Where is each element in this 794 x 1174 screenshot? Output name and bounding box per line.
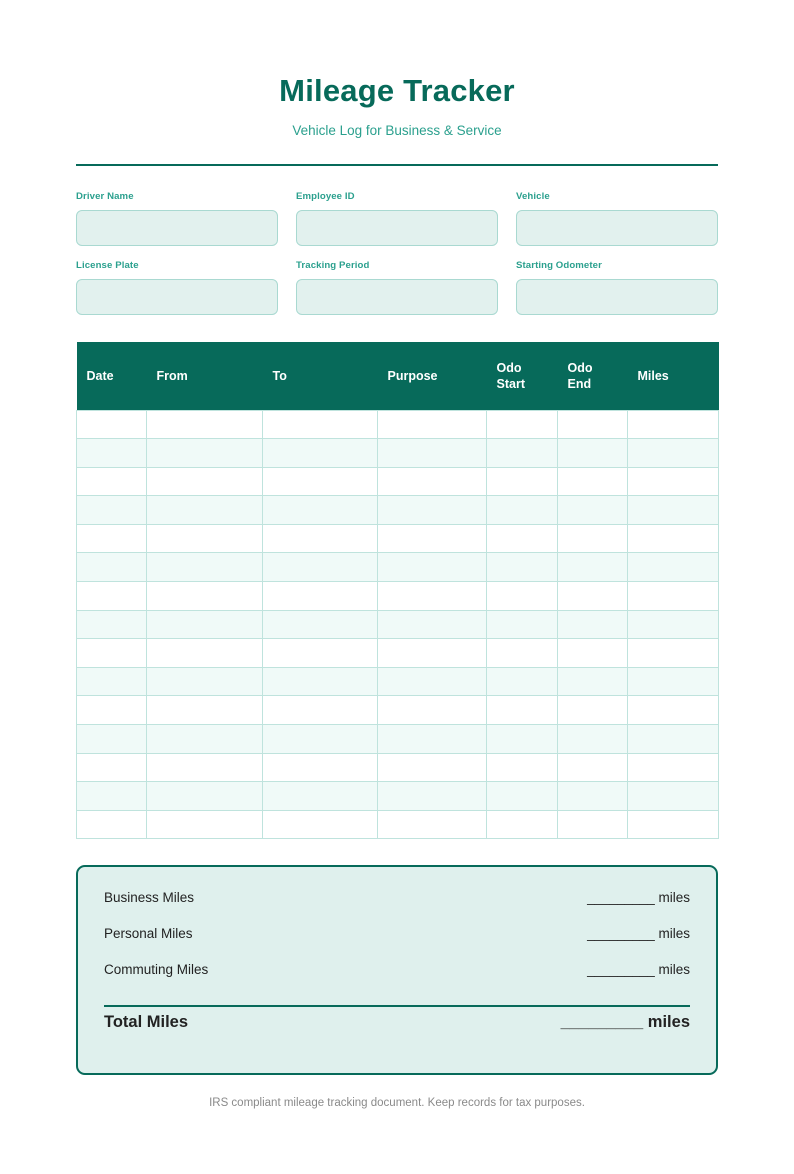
summary-row-commuting-miles: [104, 961, 690, 997]
field-license-plate: [76, 260, 278, 315]
table-cell[interactable]: [77, 610, 147, 639]
field-tracking-period: [296, 260, 498, 315]
table-cell[interactable]: [77, 753, 147, 782]
table-row: [77, 467, 719, 496]
table-cell[interactable]: [487, 782, 558, 811]
field-driver-name: [76, 191, 278, 246]
field-label-employee-id: Employee ID: [296, 191, 355, 202]
starting-odometer-input[interactable]: [516, 279, 718, 315]
table-cell[interactable]: [487, 410, 558, 439]
table-cell[interactable]: [558, 725, 628, 754]
table-cell[interactable]: [77, 467, 147, 496]
column-header-from: From: [147, 342, 263, 410]
table-row: [77, 524, 719, 553]
field-label-starting-odometer: Starting Odometer: [516, 260, 602, 271]
table-cell[interactable]: [378, 410, 487, 439]
table-cell[interactable]: [147, 810, 263, 839]
table-cell[interactable]: [628, 524, 719, 553]
table-cell[interactable]: [378, 782, 487, 811]
table-cell[interactable]: [628, 810, 719, 839]
table-cell[interactable]: [77, 553, 147, 582]
summary-value-total-miles[interactable]: _________ miles: [560, 1013, 690, 1032]
table-cell[interactable]: [378, 467, 487, 496]
table-cell[interactable]: [628, 725, 719, 754]
footer-note: IRS compliant mileage tracking document. Keep records for tax purposes.: [209, 1097, 585, 1110]
table-cell[interactable]: [147, 467, 263, 496]
mileage-log-table: [76, 342, 719, 839]
summary-row-personal-miles: [104, 925, 690, 961]
table-cell[interactable]: [558, 524, 628, 553]
table-cell[interactable]: [77, 639, 147, 668]
field-label-tracking-period: Tracking Period: [296, 260, 370, 271]
table-cell[interactable]: [77, 410, 147, 439]
table-cell[interactable]: [558, 639, 628, 668]
table-cell[interactable]: [558, 782, 628, 811]
table-row: [77, 410, 719, 439]
field-label-driver-name: Driver Name: [76, 191, 134, 202]
table-cell[interactable]: [77, 582, 147, 611]
table-cell[interactable]: [487, 753, 558, 782]
table-row: [77, 782, 719, 811]
table-cell[interactable]: [558, 467, 628, 496]
page-title: Mileage Tracker: [279, 73, 515, 108]
table-cell[interactable]: [77, 696, 147, 725]
table-cell[interactable]: [147, 696, 263, 725]
table-cell[interactable]: [628, 696, 719, 725]
table-row: [77, 582, 719, 611]
table-cell[interactable]: [147, 496, 263, 525]
table-cell[interactable]: [147, 639, 263, 668]
table-cell[interactable]: [263, 639, 378, 668]
table-cell[interactable]: [378, 667, 487, 696]
employee-id-input[interactable]: [296, 210, 498, 246]
table-row: [77, 667, 719, 696]
summary-divider: [104, 1005, 690, 1007]
summary-label-commuting-miles: Commuting Miles: [104, 962, 209, 978]
table-row: [77, 810, 719, 839]
table-cell[interactable]: [558, 810, 628, 839]
table-cell[interactable]: [77, 496, 147, 525]
summary-value-commuting-miles[interactable]: _________ miles: [587, 962, 690, 978]
column-header-odo-start: Odo Start: [487, 342, 558, 410]
table-cell[interactable]: [487, 610, 558, 639]
table-cell[interactable]: [77, 667, 147, 696]
table-row: [77, 725, 719, 754]
column-header-purpose: Purpose: [378, 342, 487, 410]
table-cell[interactable]: [558, 753, 628, 782]
table-cell[interactable]: [628, 553, 719, 582]
table-cell[interactable]: [263, 410, 378, 439]
summary-row-business-miles: [104, 889, 690, 925]
table-cell[interactable]: [628, 610, 719, 639]
summary-row-total-miles: [104, 1013, 690, 1047]
table-cell[interactable]: [558, 410, 628, 439]
header-divider: [76, 164, 718, 166]
table-cell[interactable]: [558, 553, 628, 582]
table-cell[interactable]: [378, 610, 487, 639]
tracking-period-input[interactable]: [296, 279, 498, 315]
table-cell[interactable]: [263, 439, 378, 468]
table-header-row: [77, 342, 719, 410]
driver-info-form: [76, 191, 718, 315]
table-cell[interactable]: [628, 667, 719, 696]
table-row: [77, 696, 719, 725]
column-header-to: To: [263, 342, 378, 410]
table-cell[interactable]: [147, 782, 263, 811]
table-cell[interactable]: [378, 696, 487, 725]
table-cell[interactable]: [147, 610, 263, 639]
table-cell[interactable]: [558, 610, 628, 639]
summary-label-business-miles: Business Miles: [104, 890, 195, 906]
page-subtitle: Vehicle Log for Business & Service: [292, 123, 502, 138]
table-cell[interactable]: [263, 696, 378, 725]
table-cell[interactable]: [263, 467, 378, 496]
summary-value-personal-miles[interactable]: _________ miles: [587, 926, 690, 942]
table-row: [77, 496, 719, 525]
table-cell[interactable]: [628, 582, 719, 611]
table-cell[interactable]: [487, 467, 558, 496]
column-header-miles: Miles: [628, 342, 719, 410]
table-cell[interactable]: [263, 725, 378, 754]
table-cell[interactable]: [263, 782, 378, 811]
table-cell[interactable]: [77, 725, 147, 754]
table-cell[interactable]: [628, 410, 719, 439]
license-plate-input[interactable]: [76, 279, 278, 315]
table-row: [77, 753, 719, 782]
field-employee-id: [296, 191, 498, 246]
table-cell[interactable]: [147, 667, 263, 696]
table-cell[interactable]: [378, 753, 487, 782]
table-cell[interactable]: [147, 725, 263, 754]
table-cell[interactable]: [487, 696, 558, 725]
table-cell[interactable]: [263, 753, 378, 782]
table-cell[interactable]: [147, 582, 263, 611]
table-cell[interactable]: [378, 496, 487, 525]
table-row: [77, 439, 719, 468]
table-cell[interactable]: [263, 810, 378, 839]
table-row: [77, 610, 719, 639]
table-cell[interactable]: [487, 582, 558, 611]
summary-value-business-miles[interactable]: _________ miles: [587, 890, 690, 906]
table-cell[interactable]: [147, 524, 263, 553]
table-row: [77, 639, 719, 668]
table-cell[interactable]: [628, 639, 719, 668]
table-cell[interactable]: [77, 782, 147, 811]
summary-label-personal-miles: Personal Miles: [104, 926, 193, 942]
table-cell[interactable]: [263, 496, 378, 525]
table-cell[interactable]: [487, 496, 558, 525]
mileage-summary-box: [76, 865, 718, 1075]
table-cell[interactable]: [628, 496, 719, 525]
table-cell[interactable]: [378, 725, 487, 754]
table-cell[interactable]: [558, 667, 628, 696]
table-row: [77, 553, 719, 582]
table-cell[interactable]: [487, 725, 558, 754]
table-cell[interactable]: [378, 524, 487, 553]
summary-label-total-miles: Total Miles: [104, 1013, 189, 1032]
table-cell[interactable]: [487, 553, 558, 582]
table-cell[interactable]: [628, 467, 719, 496]
document-header: [76, 0, 718, 166]
table-cell[interactable]: [558, 696, 628, 725]
table-cell[interactable]: [263, 582, 378, 611]
table-cell[interactable]: [147, 753, 263, 782]
table-cell[interactable]: [263, 553, 378, 582]
field-label-license-plate: License Plate: [76, 260, 139, 271]
table-cell[interactable]: [378, 553, 487, 582]
column-header-odo-end: Odo End: [558, 342, 628, 410]
table-cell[interactable]: [378, 810, 487, 839]
table-cell[interactable]: [147, 439, 263, 468]
table-cell[interactable]: [487, 639, 558, 668]
table-cell[interactable]: [77, 524, 147, 553]
table-cell[interactable]: [628, 782, 719, 811]
table-cell[interactable]: [147, 553, 263, 582]
table-cell[interactable]: [263, 667, 378, 696]
table-cell[interactable]: [558, 496, 628, 525]
vehicle-input[interactable]: [516, 210, 718, 246]
table-cell[interactable]: [487, 439, 558, 468]
table-cell[interactable]: [487, 667, 558, 696]
table-cell[interactable]: [263, 524, 378, 553]
table-cell[interactable]: [77, 810, 147, 839]
table-cell[interactable]: [147, 410, 263, 439]
table-cell[interactable]: [558, 582, 628, 611]
field-vehicle: [516, 191, 718, 246]
table-cell[interactable]: [628, 753, 719, 782]
table-cell[interactable]: [487, 524, 558, 553]
table-cell[interactable]: [77, 439, 147, 468]
table-body: [77, 410, 719, 839]
table-cell[interactable]: [378, 439, 487, 468]
table-cell[interactable]: [487, 810, 558, 839]
table-cell[interactable]: [628, 439, 719, 468]
table-cell[interactable]: [558, 439, 628, 468]
column-header-date: Date: [77, 342, 147, 410]
field-label-vehicle: Vehicle: [516, 191, 550, 202]
field-starting-odometer: [516, 260, 718, 315]
table-cell[interactable]: [263, 610, 378, 639]
table-cell[interactable]: [378, 639, 487, 668]
driver-name-input[interactable]: [76, 210, 278, 246]
table-cell[interactable]: [378, 582, 487, 611]
